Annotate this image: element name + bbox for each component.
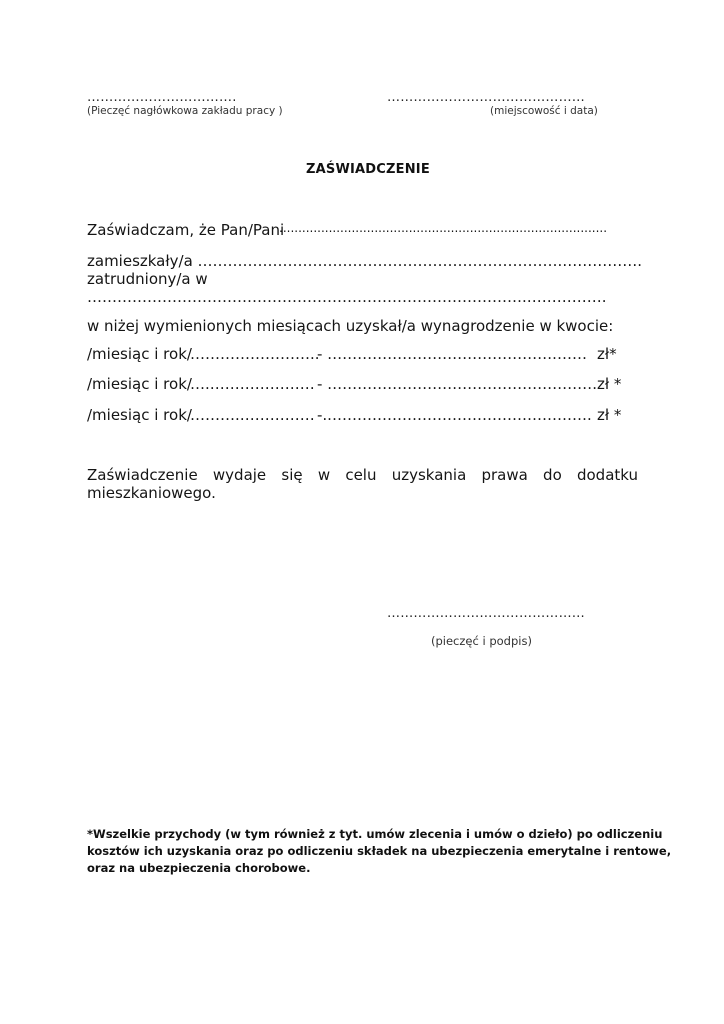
purpose-word: prawa	[481, 466, 528, 484]
income-row-2-amount-dots: - ………………………………………………	[317, 375, 598, 393]
employed-label: zatrudniony/a w	[87, 270, 208, 288]
purpose-word: do	[543, 466, 562, 484]
certify-label: Zaświadczam, że Pan/Pani	[87, 221, 285, 239]
resident-line: zamieszkały/a ……………………………………………………………….…………….	[87, 252, 643, 270]
purpose-word: Zaświadczenie	[87, 466, 198, 484]
signature-dots: ………………………………………	[387, 606, 585, 621]
purpose-word: uzyskania	[391, 466, 467, 484]
certify-dots: ......................................................................................	[279, 221, 608, 235]
income-row-3-unit: zł *	[597, 406, 622, 424]
footnote-line-2: kosztów ich uzyskania oraz po odliczeniu składek na ubezpieczenia emerytalne i rentowe,	[87, 844, 672, 858]
place-date-dots: ………………………………………	[387, 90, 585, 105]
income-row-1-amount-dots: - ……………………………………….……	[317, 345, 587, 363]
purpose-line-1	[87, 466, 638, 484]
footnote	[87, 826, 672, 877]
purpose-word: celu	[345, 466, 377, 484]
income-row-1-month-dots: ……………………..	[190, 345, 320, 363]
income-row-3-amount-dots: -..…………………………………………….	[317, 406, 592, 424]
stamp-dots: …………………………….	[87, 90, 237, 105]
income-row-3-label: /miesiąc i rok/	[87, 406, 192, 424]
purpose-word: dodatku	[576, 466, 638, 484]
stamp-label: (Pieczęć nagłówkowa zakładu pracy )	[87, 105, 283, 117]
purpose-line-2: mieszkaniowego.	[87, 484, 216, 502]
income-row-1-unit: zł*	[597, 345, 617, 363]
employer-dots: …………………………………………………………………………….…………….	[87, 288, 607, 306]
income-row-3-month-dots: ……….……………	[190, 406, 315, 424]
income-row-1-label: /miesiąc i rok/	[87, 345, 192, 363]
document-title: ZAŚWIADCZENIE	[306, 162, 430, 177]
purpose-word: wydaje	[212, 466, 267, 484]
income-row-2-label: /miesiąc i rok/	[87, 375, 192, 393]
income-row-2-month-dots: ….…………………	[190, 375, 315, 393]
place-date-label: (miejscowość i data)	[490, 105, 598, 117]
signature-label: (pieczęć i podpis)	[431, 634, 532, 648]
footnote-line-3: oraz na ubezpieczenia chorobowe.	[87, 861, 311, 875]
income-row-2-unit: zł *	[597, 375, 622, 393]
footnote-line-1: *Wszelkie przychody (w tym również z tyt. umów zlecenia i umów o dzieło) po odliczeniu	[87, 827, 663, 841]
income-intro: w niżej wymienionych miesiącach uzyskał/a wynagrodzenie w kwocie:	[87, 317, 614, 335]
purpose-word: się	[281, 466, 303, 484]
purpose-word: w	[317, 466, 331, 484]
